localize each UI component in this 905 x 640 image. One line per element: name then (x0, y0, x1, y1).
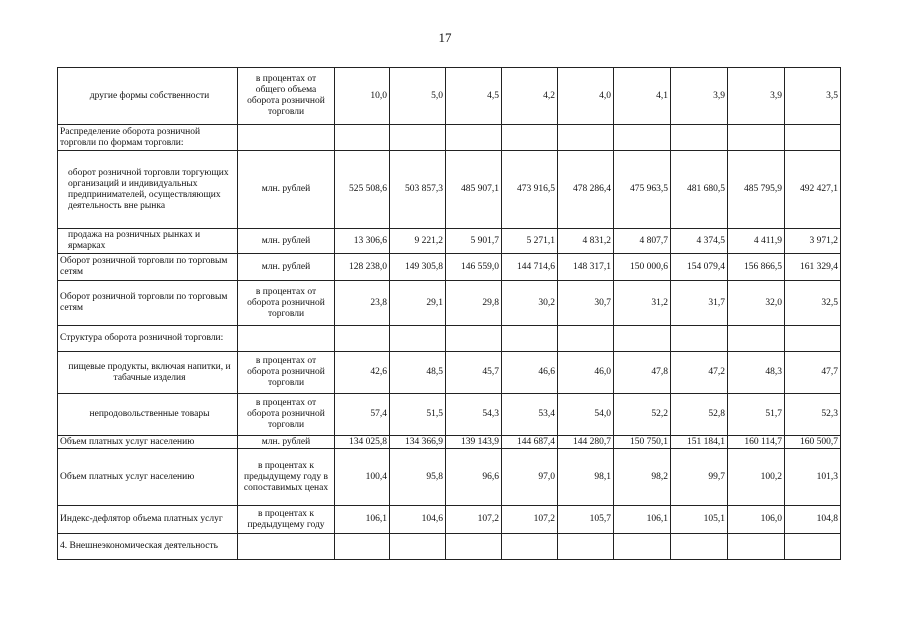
value-cell: 150 000,6 (614, 254, 671, 281)
value-cell: 148 317,1 (558, 254, 614, 281)
value-cell (671, 534, 728, 560)
value-cell (785, 326, 841, 352)
value-cell: 32,5 (785, 281, 841, 326)
value-cell: 134 366,9 (390, 436, 446, 449)
value-cell (728, 125, 785, 151)
indicator-cell: Индекс-дефлятор объема платных услуг (58, 506, 238, 534)
value-cell: 503 857,3 (390, 151, 446, 229)
value-cell: 31,2 (614, 281, 671, 326)
value-cell: 4,0 (558, 68, 614, 125)
value-cell: 30,2 (502, 281, 558, 326)
table-row (58, 352, 841, 394)
value-cell: 29,1 (390, 281, 446, 326)
table-row (58, 449, 841, 506)
value-cell: 29,8 (446, 281, 502, 326)
indicator-cell: Объем платных услуг населению (58, 436, 238, 449)
value-cell: 52,3 (785, 394, 841, 436)
value-cell: 107,2 (502, 506, 558, 534)
value-cell (390, 534, 446, 560)
value-cell: 32,0 (728, 281, 785, 326)
value-cell: 3 971,2 (785, 229, 841, 254)
value-cell: 54,0 (558, 394, 614, 436)
value-cell: 5,0 (390, 68, 446, 125)
unit-cell: в процентах от оборота розничной торговли (238, 394, 335, 436)
unit-cell: млн. рублей (238, 229, 335, 254)
unit-cell: в процентах от оборота розничной торговли (238, 352, 335, 394)
indicator-cell: Оборот розничной торговли по торговым сетям (58, 281, 238, 326)
value-cell: 104,6 (390, 506, 446, 534)
value-cell (335, 326, 390, 352)
unit-cell: млн. рублей (238, 254, 335, 281)
value-cell: 481 680,5 (671, 151, 728, 229)
indicator-cell: продажа на розничных рынках и ярмарках (58, 229, 238, 254)
section-heading-cell: 4. Внешнеэкономическая деятельность (58, 534, 238, 560)
value-cell (502, 534, 558, 560)
value-cell: 3,9 (728, 68, 785, 125)
value-cell: 485 907,1 (446, 151, 502, 229)
value-cell: 47,7 (785, 352, 841, 394)
value-cell: 13 306,6 (335, 229, 390, 254)
value-cell: 105,7 (558, 506, 614, 534)
unit-cell (238, 326, 335, 352)
value-cell: 4 374,5 (671, 229, 728, 254)
table-row (58, 151, 841, 229)
value-cell: 48,3 (728, 352, 785, 394)
value-cell: 53,4 (502, 394, 558, 436)
value-cell: 100,2 (728, 449, 785, 506)
value-cell: 42,6 (335, 352, 390, 394)
value-cell: 160 114,7 (728, 436, 785, 449)
value-cell (614, 534, 671, 560)
value-cell: 161 329,4 (785, 254, 841, 281)
value-cell: 4 411,9 (728, 229, 785, 254)
value-cell: 51,5 (390, 394, 446, 436)
value-cell: 106,1 (335, 506, 390, 534)
value-cell (335, 125, 390, 151)
table-row (58, 534, 841, 560)
section-heading-cell: Распределение оборота розничной торговли по формам торговли: (58, 125, 238, 151)
value-cell: 151 184,1 (671, 436, 728, 449)
value-cell: 48,5 (390, 352, 446, 394)
indicator-cell: другие формы собственности (58, 68, 238, 125)
unit-cell (238, 125, 335, 151)
value-cell: 30,7 (558, 281, 614, 326)
unit-cell: в процентах к предыдущему году (238, 506, 335, 534)
value-cell: 150 750,1 (614, 436, 671, 449)
value-cell: 45,7 (446, 352, 502, 394)
value-cell: 47,8 (614, 352, 671, 394)
unit-cell: в процентах от оборота розничной торговли (238, 281, 335, 326)
value-cell: 146 559,0 (446, 254, 502, 281)
value-cell: 57,4 (335, 394, 390, 436)
value-cell: 98,2 (614, 449, 671, 506)
unit-cell: млн. рублей (238, 151, 335, 229)
section-heading-cell: Структура оборота розничной торговли: (58, 326, 238, 352)
value-cell: 51,7 (728, 394, 785, 436)
value-cell (728, 534, 785, 560)
value-cell: 139 143,9 (446, 436, 502, 449)
value-cell: 156 866,5 (728, 254, 785, 281)
value-cell: 54,3 (446, 394, 502, 436)
value-cell: 3,9 (671, 68, 728, 125)
value-cell: 31,7 (671, 281, 728, 326)
value-cell (558, 326, 614, 352)
value-cell (614, 125, 671, 151)
indicator-cell: Оборот розничной торговли по торговым сетям (58, 254, 238, 281)
value-cell: 100,4 (335, 449, 390, 506)
value-cell: 106,0 (728, 506, 785, 534)
value-cell: 23,8 (335, 281, 390, 326)
value-cell: 475 963,5 (614, 151, 671, 229)
value-cell (785, 125, 841, 151)
table-row (58, 326, 841, 352)
value-cell: 525 508,6 (335, 151, 390, 229)
value-cell (502, 125, 558, 151)
statistics-table (57, 67, 841, 560)
value-cell (671, 125, 728, 151)
value-cell: 47,2 (671, 352, 728, 394)
table-row (58, 281, 841, 326)
table-row (58, 506, 841, 534)
value-cell: 144 280,7 (558, 436, 614, 449)
value-cell (335, 534, 390, 560)
value-cell (671, 326, 728, 352)
value-cell: 149 305,8 (390, 254, 446, 281)
value-cell: 5 271,1 (502, 229, 558, 254)
value-cell: 154 079,4 (671, 254, 728, 281)
value-cell: 4,2 (502, 68, 558, 125)
value-cell: 105,1 (671, 506, 728, 534)
value-cell: 4 831,2 (558, 229, 614, 254)
value-cell: 5 901,7 (446, 229, 502, 254)
value-cell: 46,6 (502, 352, 558, 394)
table-row (58, 68, 841, 125)
value-cell: 52,8 (671, 394, 728, 436)
value-cell: 95,8 (390, 449, 446, 506)
value-cell: 128 238,0 (335, 254, 390, 281)
value-cell: 492 427,1 (785, 151, 841, 229)
value-cell (558, 125, 614, 151)
unit-cell (238, 534, 335, 560)
table-row (58, 229, 841, 254)
value-cell (446, 326, 502, 352)
value-cell: 9 221,2 (390, 229, 446, 254)
value-cell: 104,8 (785, 506, 841, 534)
value-cell: 144 687,4 (502, 436, 558, 449)
unit-cell: млн. рублей (238, 436, 335, 449)
indicator-cell: оборот розничной торговли торгующих организаций и индивидуальных предпринимателей, осуществляющих деятельность вне рынка (58, 151, 238, 229)
value-cell: 4,5 (446, 68, 502, 125)
table-row (58, 125, 841, 151)
value-cell: 97,0 (502, 449, 558, 506)
page-number: 17 (438, 30, 452, 45)
value-cell (390, 326, 446, 352)
value-cell: 160 500,7 (785, 436, 841, 449)
value-cell: 46,0 (558, 352, 614, 394)
value-cell: 106,1 (614, 506, 671, 534)
value-cell: 101,3 (785, 449, 841, 506)
unit-cell: в процентах от общего объема оборота розничной торговли (238, 68, 335, 125)
value-cell: 4,1 (614, 68, 671, 125)
value-cell (558, 534, 614, 560)
indicator-cell: Объем платных услуг населению (58, 449, 238, 506)
value-cell: 10,0 (335, 68, 390, 125)
value-cell (502, 326, 558, 352)
value-cell: 4 807,7 (614, 229, 671, 254)
value-cell: 52,2 (614, 394, 671, 436)
value-cell (728, 326, 785, 352)
value-cell (390, 125, 446, 151)
value-cell (446, 534, 502, 560)
value-cell: 485 795,9 (728, 151, 785, 229)
value-cell: 98,1 (558, 449, 614, 506)
unit-cell: в процентах к предыдущему году в сопоставимых ценах (238, 449, 335, 506)
value-cell: 473 916,5 (502, 151, 558, 229)
value-cell: 144 714,6 (502, 254, 558, 281)
indicator-cell: пищевые продукты, включая напитки, и табачные изделия (58, 352, 238, 394)
table-row (58, 254, 841, 281)
value-cell: 478 286,4 (558, 151, 614, 229)
value-cell: 96,6 (446, 449, 502, 506)
value-cell: 3,5 (785, 68, 841, 125)
value-cell: 99,7 (671, 449, 728, 506)
table-row (58, 436, 841, 449)
value-cell (614, 326, 671, 352)
value-cell: 134 025,8 (335, 436, 390, 449)
value-cell: 107,2 (446, 506, 502, 534)
value-cell (446, 125, 502, 151)
indicator-cell: непродовольственные товары (58, 394, 238, 436)
table-row (58, 394, 841, 436)
value-cell (785, 534, 841, 560)
